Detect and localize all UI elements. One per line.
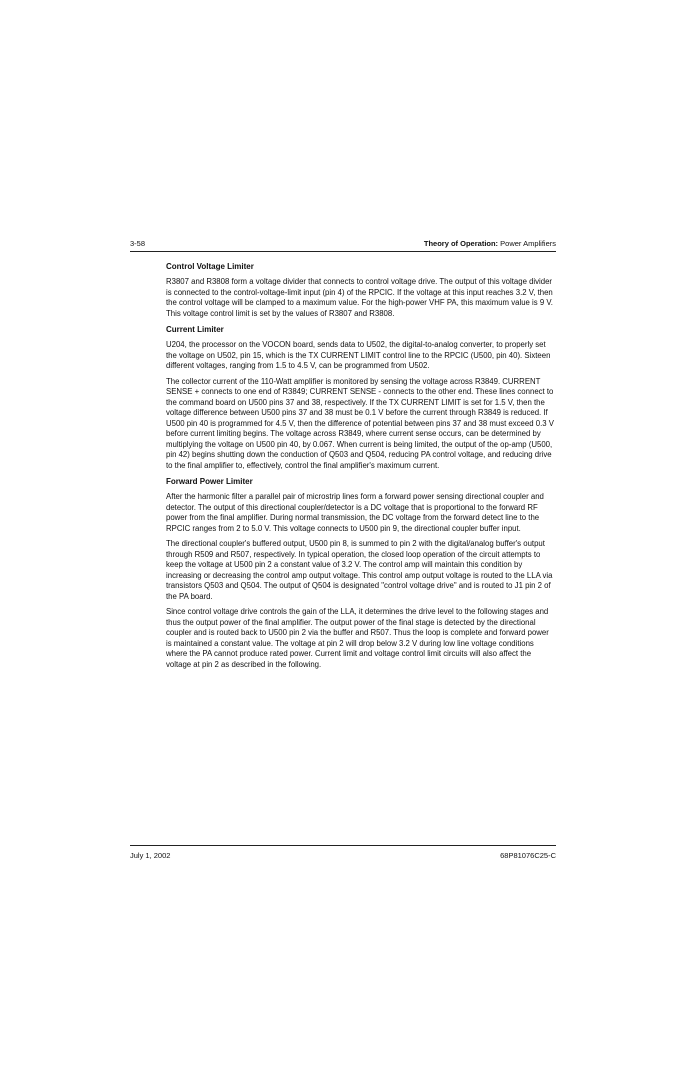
paragraph: R3807 and R3808 form a voltage divider that connects to control voltage drive. The output of this voltage divider is connected to the control-voltage-limit input (pin 4) of the RPCIC. If the voltage at this input reaches 3.2 V, then the control voltage will be clamped to a maximum value. For the high-power VHF PA, this maximum value is 9 V. This voltage control limit is set by the values of R3807 and R3808. xyxy=(166,277,553,318)
section-heading: Control Voltage Limiter xyxy=(166,262,254,271)
section-current-limiter xyxy=(166,324,556,471)
page-number: 3-58 xyxy=(130,239,146,248)
section-title-rest: Power Amplifiers xyxy=(498,239,556,248)
page-footer xyxy=(130,850,556,862)
section-heading: Forward Power Limiter xyxy=(166,477,253,486)
paragraph: The directional coupler's buffered output, U500 pin 8, is summed to pin 2 with the digital/analog buffer's output through R509 and R507, respectively. In typical operation, the closed loop operation of the circuit attempts to keep the voltage at U500 pin 2 a constant value of 3.2 V. The control amp will maintain this condition by increasing or decreasing the control amp output voltage. This control amp output voltage is routed to the LLA via transistors Q503 and Q504. The output of Q504 is designated "control voltage drive" and is routed to J1 pin 2 of the PA board. xyxy=(166,539,553,601)
section-title xyxy=(424,238,556,250)
paragraph: After the harmonic filter a parallel pair of microstrip lines form a forward power sensing directional coupler and detector. The output of this directional coupler/detector is a DC voltage that is proportional to the forward RF power from the final amplifier. During normal transmission, the DC voltage from the forward detect line to the RPCIC ranges from 2 to 5.0 V. This voltage connects to U500 pin 9, the directional coupler buffer input. xyxy=(166,492,544,533)
paragraph: Since control voltage drive controls the gain of the LLA, it determines the drive level to the following stages and thus the output power of the final amplifier. The output power of the final stage is detected by the directional coupler and is routed back to U500 pin 2 via the buffer and R507. Thus the loop is complete and forward power is maintained a constant value. The voltage at pin 2 will drop below 3.2 V during low line voltage conditions where the PA cannot produce rated power. Current limit and voltage control limit circuits will also affect the voltage at pin 2 as described in the following. xyxy=(166,607,549,669)
footer-date: July 1, 2002 xyxy=(130,851,171,860)
section-forward-power-limiter xyxy=(166,476,556,670)
footer-divider xyxy=(130,845,556,846)
document-body xyxy=(166,261,556,675)
paragraph: The collector current of the 110-Watt amplifier is monitored by sensing the voltage across R3849. CURRENT SENSE + connects to one end of R3849; CURRENT SENSE - connects to the other end. These lines connect to the command board on U500 pins 37 and 38, respectively. If the TX CURRENT LIMIT is set for 1.5 V, then the voltage difference between U500 pins 37 and 38 must be 0.1 V before the current through R3849 is reduced. If U500 pin 40 is programmed for 4.5 V, then the difference of potential between pins 37 and 38 must exceed 0.3 V before current limiting begins. The voltage across R3849, where current sense occurs, can be determined by multiplying the voltage on U500 pin 40, by 0.067. When current is being limited, the output of the op-amp (U500, pin 42) begins shutting down the conduction of Q503 and Q504, reducing PA control voltage, and reducing drive to the final amplifier to, effectively, control the final amplifier's maximum current. xyxy=(166,376,554,470)
header-divider xyxy=(130,251,556,252)
section-control-voltage-limiter xyxy=(166,261,556,319)
page-header xyxy=(130,238,556,250)
section-title-bold: Theory of Operation: xyxy=(423,239,499,248)
paragraph: U204, the processor on the VOCON board, sends data to U502, the digital-to-analog converter, to properly set the voltage on U502, pin 15, which is the TX CURRENT LIMIT control line to the RPCIC (U500, pin 40). Sixteen different voltages, ranging from 1.5 to 4.5 V, can be programmed from U502. xyxy=(166,340,551,370)
document-number: 68P81076C25-C xyxy=(500,851,556,860)
section-heading: Current Limiter xyxy=(166,325,224,334)
